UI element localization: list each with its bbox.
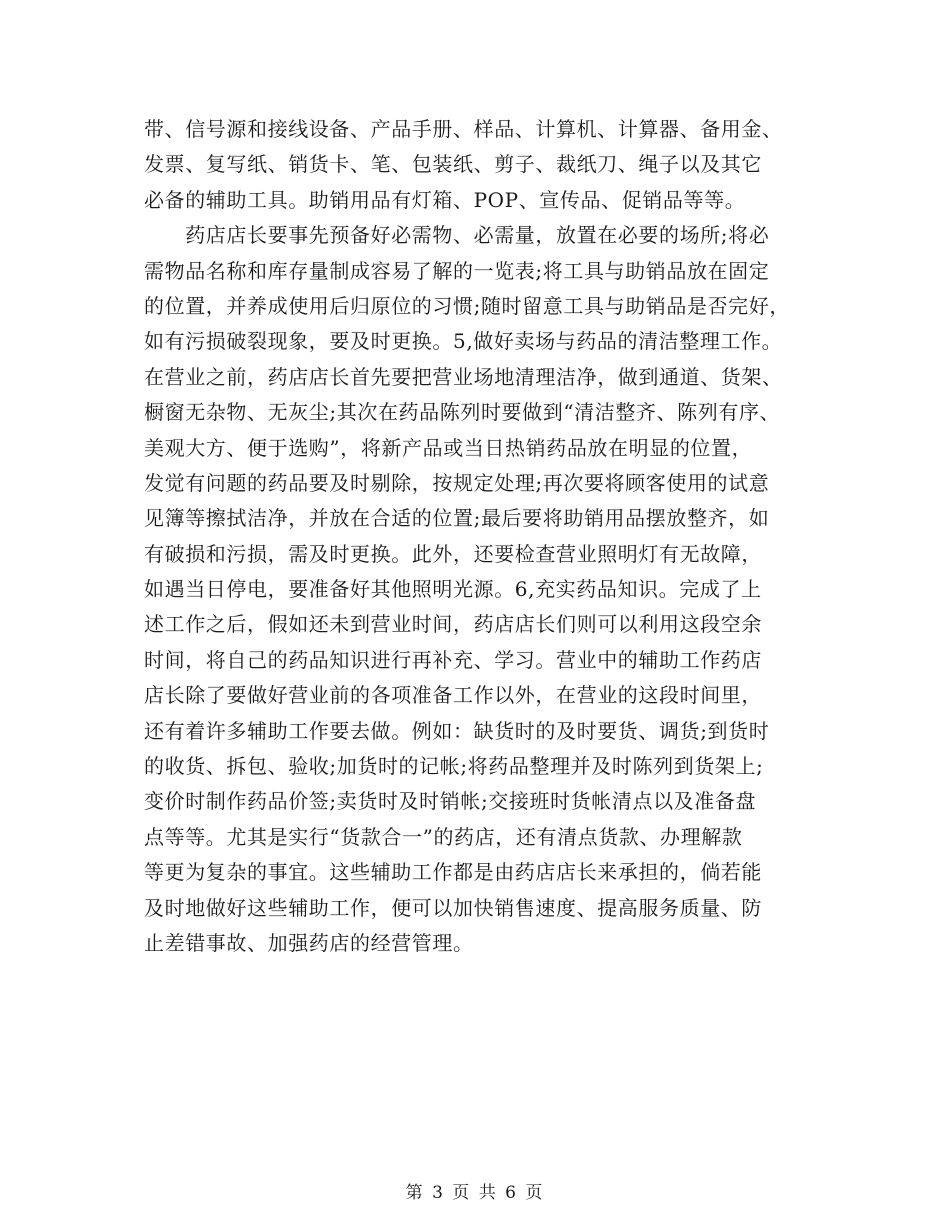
text-line: 如遇当日停电，要准备好其他照明光源。6,充实药品知识。完成了上 <box>144 577 762 602</box>
text-line: 橱窗无杂物、无灰尘;其次在药品陈列时要做到“清洁整齐、陈列有序、 <box>144 400 781 425</box>
text-line: 还有着许多辅助工作要去做。例如：缺货时的及时要货、调货;到货时 <box>144 718 770 743</box>
text-line: 需物品名称和库存量制成容易了解的一览表;将工具与助销品放在固定 <box>144 258 770 283</box>
text-line: 止差错事故、加强药店的经营管理。 <box>144 930 474 955</box>
text-line: 变价时制作药品价签;卖货时及时销帐;交接班时货帐清点以及准备盘 <box>144 789 757 814</box>
text-line: 店长除了要做好营业前的各项准备工作以外，在营业的这段时间里， <box>144 683 762 708</box>
body-text <box>144 112 824 961</box>
text-line: 的位置，并养成使用后归原位的习惯;随时留意工具与助销品是否完好， <box>144 293 790 318</box>
text-line: 见簿等擦拭洁净，并放在合适的位置;最后要将助销用品摆放整齐，如 <box>144 506 770 531</box>
text-line: 必备的辅助工具。助销用品有灯箱、POP、宣传品、促销品等等。 <box>144 187 746 212</box>
text-line: 美观大方、便于选购”，将新产品或当日热销药品放在明显的位置， <box>144 435 753 460</box>
text-line: 等更为复杂的事宜。这些辅助工作都是由药店店长来承担的，倘若能 <box>144 860 762 885</box>
text-line: 如有污损破裂现象，要及时更换。5,做好卖场与药品的清洁整理工作。 <box>144 329 783 354</box>
text-line: 发觉有问题的药品要及时剔除，按规定处理;再次要将顾客使用的试意 <box>144 470 770 495</box>
text-line: 点等等。尤其是实行“货款合一”的药店，还有清点货款、办理解款 <box>144 824 743 849</box>
text-line: 时间，将自己的药品知识进行再补充、学习。营业中的辅助工作药店 <box>144 647 762 672</box>
text-line: 及时地做好这些辅助工作，便可以加快销售速度、提高服务质量、防 <box>144 895 762 920</box>
text-line: 述工作之后，假如还未到营业时间，药店店长们则可以利用这段空余 <box>144 612 762 637</box>
text-line: 在营业之前，药店店长首先要把营业场地清理洁净，做到通道、货架、 <box>144 364 783 389</box>
text-line: 药店店长要事先预备好必需物、必需量，放置在必要的场所;将必 <box>144 223 770 248</box>
text-line: 的收货、拆包、验收;加货时的记帐;将药品整理并及时陈列到货架上; <box>144 754 764 779</box>
text-line: 有破损和污损，需及时更换。此外，还要检查营业照明灯有无故障， <box>144 541 762 566</box>
text-line: 发票、复写纸、销货卡、笔、包装纸、剪子、裁纸刀、绳子以及其它 <box>144 152 762 177</box>
text-line: 带、信号源和接线设备、产品手册、样品、计算机、计算器、备用金、 <box>144 117 783 141</box>
page-footer: 第 3 页 共 6 页 <box>405 1183 545 1203</box>
